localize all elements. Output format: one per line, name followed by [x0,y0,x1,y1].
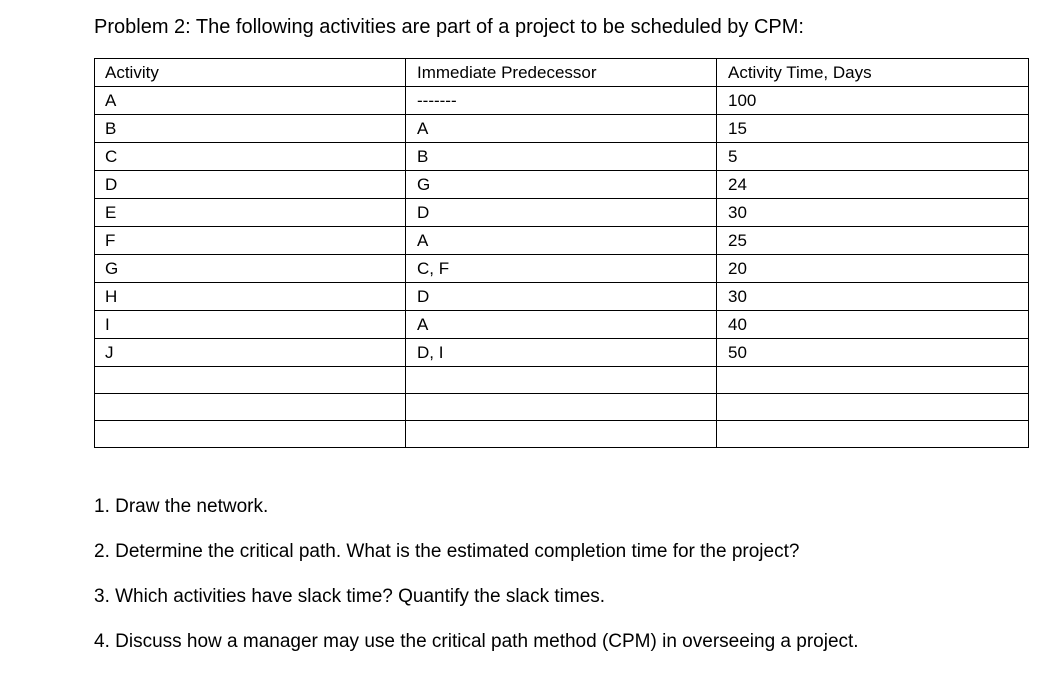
empty-cell [717,421,1029,448]
table-row [95,339,1029,367]
activity-cell: B [95,115,406,143]
time-cell: 50 [717,339,1029,367]
time-cell: 30 [717,283,1029,311]
predecessor-cell: G [406,171,717,199]
table-row [95,311,1029,339]
activity-cell: J [95,339,406,367]
time-cell: 100 [717,87,1029,115]
question-2: 2. Determine the critical path. What is the estimated completion time for the project? [94,541,800,562]
predecessor-cell: D, I [406,339,717,367]
table-row [95,255,1029,283]
header-activity: Activity [95,59,406,87]
question-1: 1. Draw the network. [94,496,269,517]
empty-cell [95,421,406,448]
activity-cell: C [95,143,406,171]
header-immediate-predecessor: Immediate Predecessor [406,59,717,87]
empty-cell [717,394,1029,421]
time-cell: 40 [717,311,1029,339]
table-row [95,87,1029,115]
header-activity-time: Activity Time, Days [717,59,1029,87]
table-row-empty [95,421,1029,448]
table-header-row [95,59,1029,87]
empty-cell [406,394,717,421]
empty-cell [406,421,717,448]
table-row [95,171,1029,199]
time-cell: 24 [717,171,1029,199]
predecessor-cell: A [406,227,717,255]
predecessor-cell: C, F [406,255,717,283]
activity-cell: A [95,87,406,115]
predecessor-cell: A [406,311,717,339]
table-row [95,283,1029,311]
table-row [95,115,1029,143]
activity-cell: E [95,199,406,227]
time-cell: 15 [717,115,1029,143]
empty-cell [95,394,406,421]
predecessor-cell: B [406,143,717,171]
predecessor-cell: ------- [406,87,717,115]
predecessor-cell: D [406,283,717,311]
problem-title: Problem 2: The following activities are part of a project to be scheduled by CPM: [94,16,804,38]
time-cell: 25 [717,227,1029,255]
activity-cell: F [95,227,406,255]
activity-cell: I [95,311,406,339]
table-row [95,227,1029,255]
table-row-empty [95,394,1029,421]
empty-cell [406,367,717,394]
time-cell: 30 [717,199,1029,227]
table-row [95,143,1029,171]
time-cell: 20 [717,255,1029,283]
question-list [94,494,859,674]
empty-cell [717,367,1029,394]
time-cell: 5 [717,143,1029,171]
question-3: 3. Which activities have slack time? Quantify the slack times. [94,586,606,607]
table-row-empty [95,367,1029,394]
predecessor-cell: D [406,199,717,227]
activity-table [94,58,1029,448]
table-row [95,199,1029,227]
activity-cell: D [95,171,406,199]
activity-cell: G [95,255,406,283]
question-4: 4. Discuss how a manager may use the critical path method (CPM) in overseeing a project. [94,631,859,652]
activity-cell: H [95,283,406,311]
empty-cell [95,367,406,394]
predecessor-cell: A [406,115,717,143]
